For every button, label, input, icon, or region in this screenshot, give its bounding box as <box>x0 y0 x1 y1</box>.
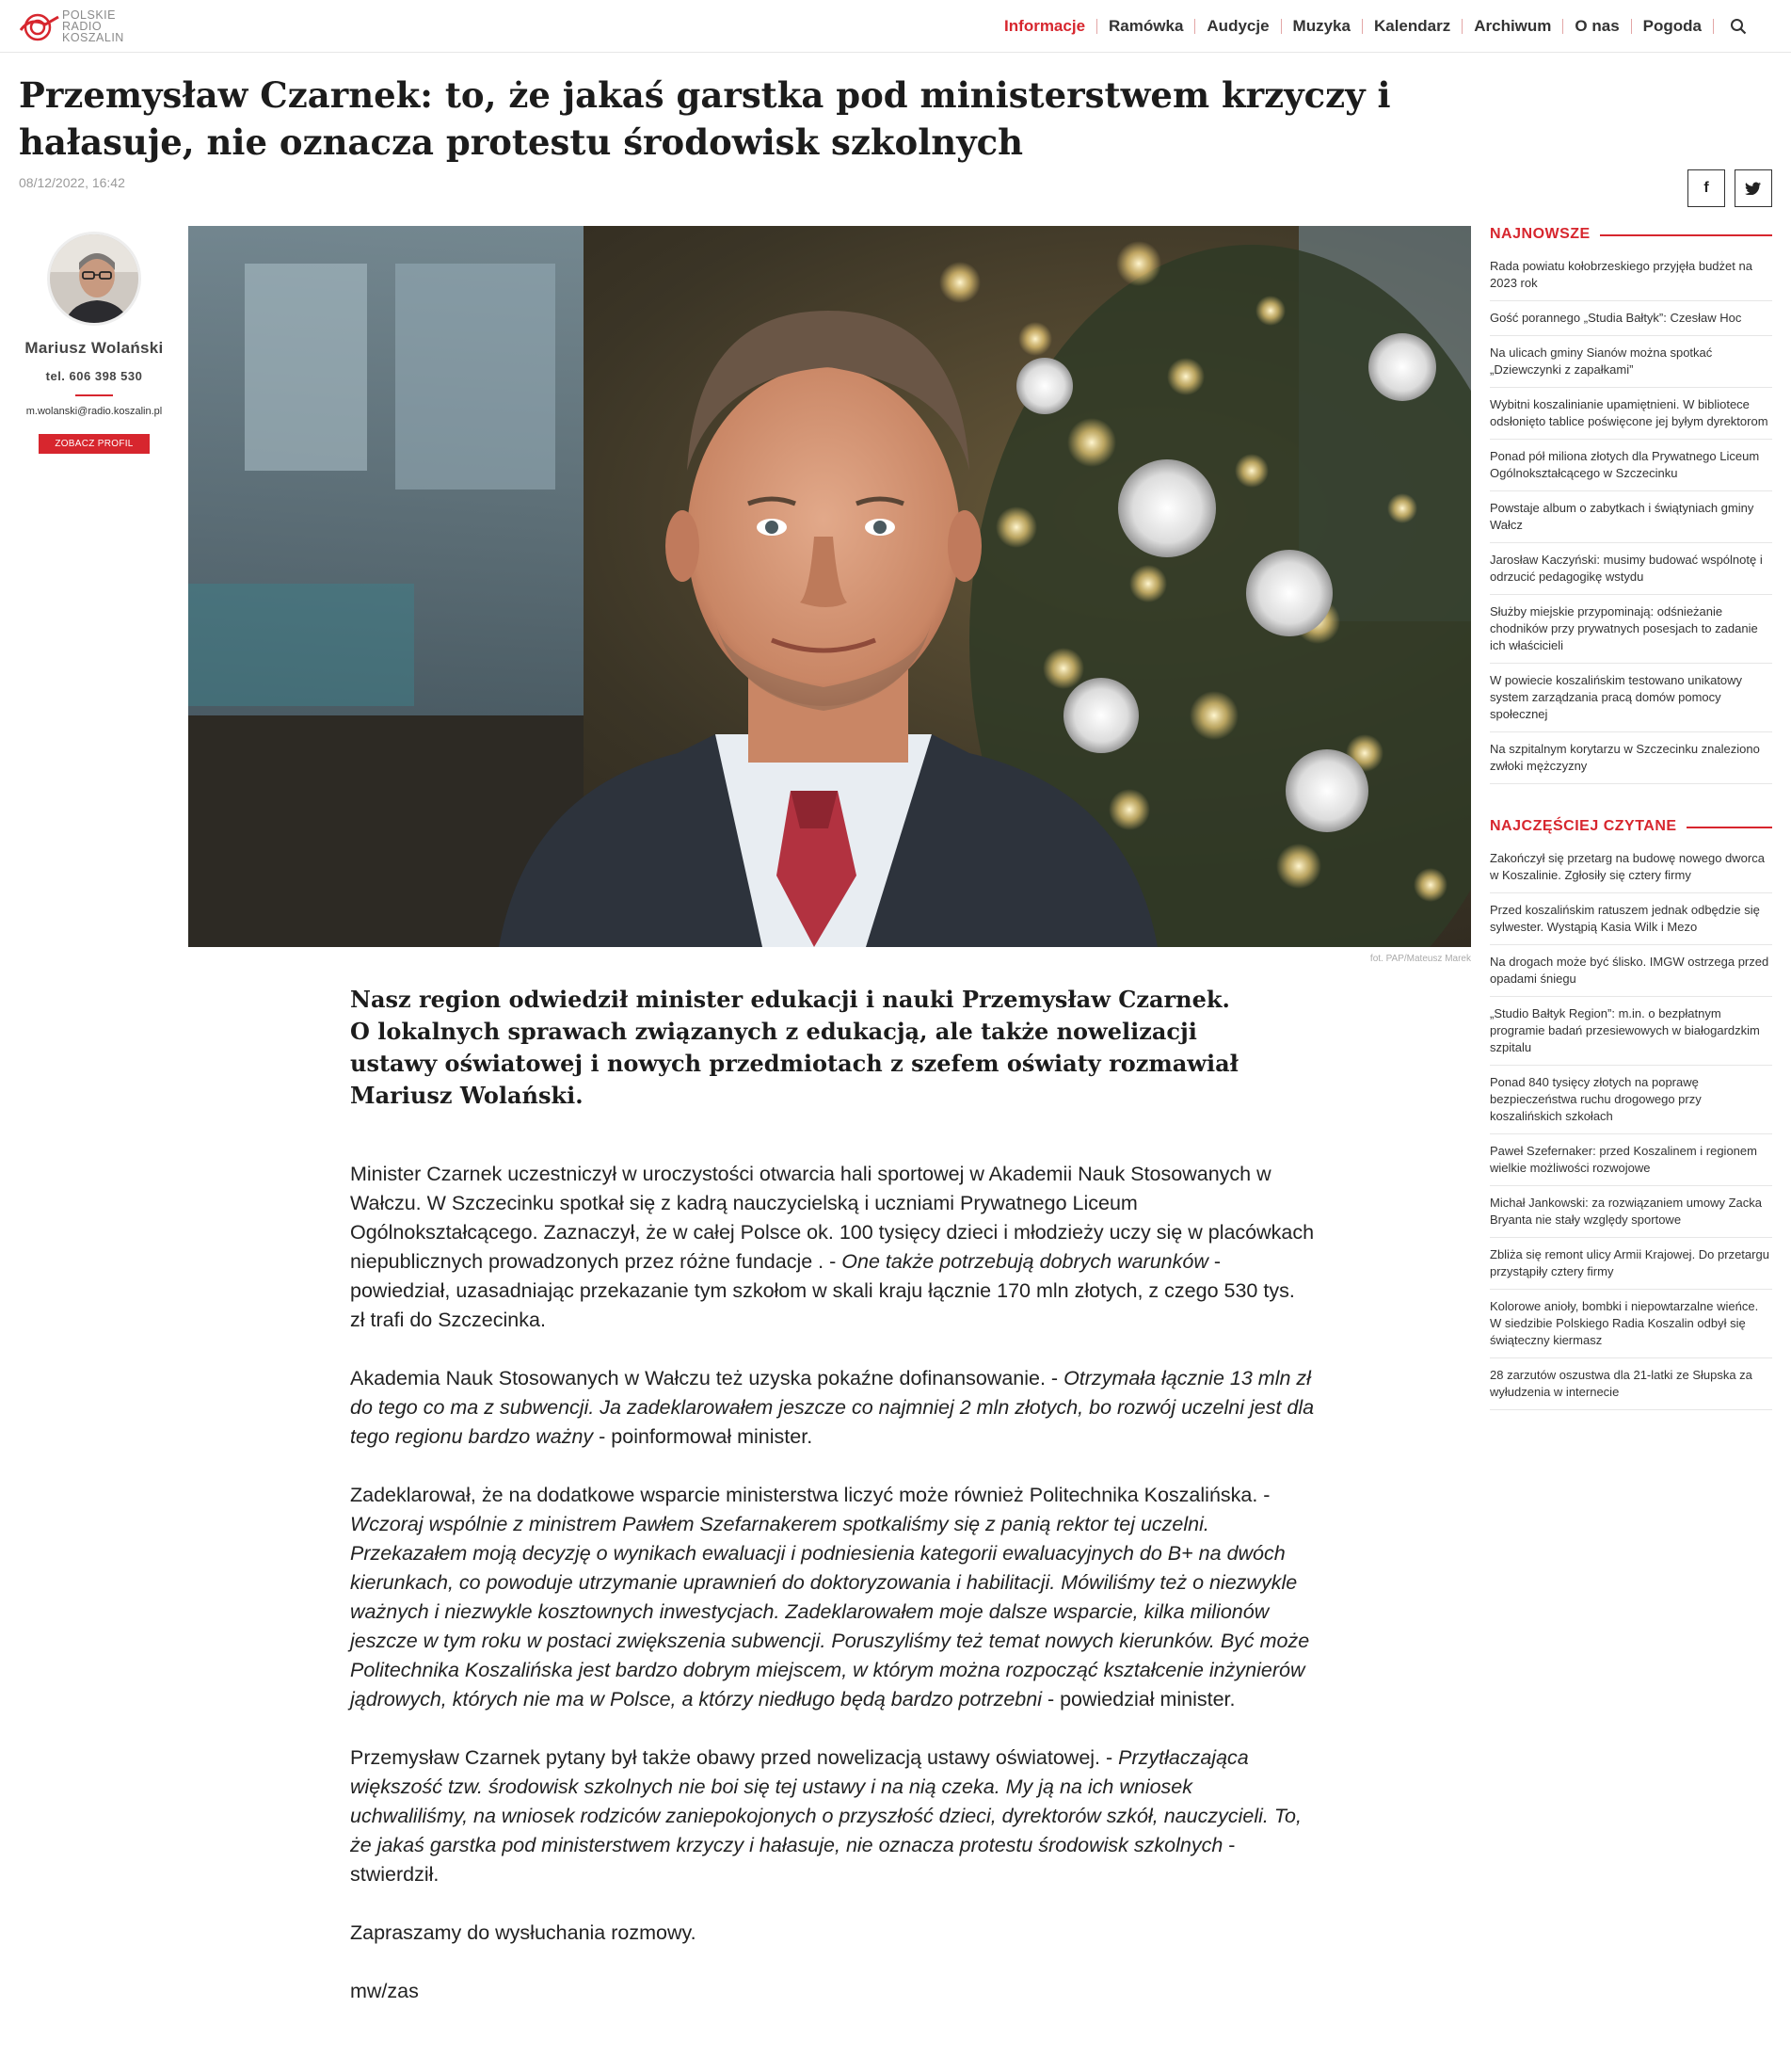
quote-3: Wczoraj wspólnie z ministrem Pawłem Szefarnakerem spotkaliśmy się z panią rektor tej uczelni. Przekazałem moją decyzję o wynikach ewaluacji i podniesienia kategorii ewaluacyjnych do B+ na dwóch kierunkach, co powoduje utrzymanie uprawnień do doktoryzowania i habilitacji. Mówiliśmy też o niezwykle ważnych i niezwykle kosztownych inwestycjach. Zadeklarowałem moje dalsze wsparcie, kilka milionów jeszcze w tym roku w postaci zwiększenia subwencji. Poruszyliśmy też temat nowych kierunków. Być może Politechnika Koszalińska jest bardzo dobrym miejscem, w którym można rozpocząć kształcenie inżynierów jądrowych, których nie ma w Polsce, a którzy niedługo będą bardzo potrzebni <box>350 1513 1310 1711</box>
nav-informacje[interactable]: Informacje <box>993 19 1097 34</box>
list-item[interactable]: W powiecie koszalińskim testowano unikatowy system zarządzania pracą domów pomocy społecznej <box>1490 664 1772 732</box>
facebook-icon: f <box>1703 180 1709 196</box>
nav-audycje[interactable]: Audycje <box>1195 19 1281 34</box>
list-item[interactable]: 28 zarzutów oszustwa dla 21-latki ze Słupska za wyłudzenia w internecie <box>1490 1358 1772 1410</box>
minister-photo <box>188 226 1471 947</box>
author-name[interactable]: Mariusz Wolański <box>24 339 164 357</box>
article-lead: Nasz region odwiedził minister edukacji i nauki Przemysław Czarnek. O lokalnych sprawach związanych z edukacją, ale także nowelizacji ustawy oświatowej i nowych przedmiotach z szefem oświaty rozmawiał Mariusz Wolański. <box>350 986 1239 1109</box>
photo-credit: fot. PAP/Mateusz Marek <box>1369 954 1471 964</box>
author-email[interactable]: m.wolanski@radio.koszalin.pl <box>25 406 163 417</box>
article-date: 08/12/2022, 16:42 <box>19 175 125 190</box>
list-item[interactable]: Ponad 840 tysięcy złotych na poprawę bezpieczeństwa ruchu drogowego przy koszalińskich szkołach <box>1490 1066 1772 1134</box>
share-facebook-button[interactable] <box>1687 169 1725 207</box>
nav-o-nas[interactable]: O nas <box>1563 19 1631 34</box>
author-divider <box>75 394 113 396</box>
share-twitter-button[interactable] <box>1735 169 1772 207</box>
author-photo <box>50 234 141 326</box>
list-item[interactable]: Służby miejskie przypominają: odśnieżanie chodników przy prywatnych posesjach to zadanie ich właścicieli <box>1490 595 1772 664</box>
newest-list <box>1490 256 1772 784</box>
radio-logo-icon <box>17 9 60 43</box>
paragraph-4: Przemysław Czarnek pytany był także obawy przed nowelizacją ustawy oświatowej. - Przytłaczająca większość tzw. środowisk szkolnych nie boi się tej ustawy i na nią czeka. My ją na ich wniosek uchwaliliśmy, na wniosek rodziców zaniepokojonych o przyszłość dzieci, dyrektorów szkół, nauczycieli. To, że jakaś garstka pod ministerstwem krzyczy i hałasuje, nie oznacza protestu środowisk szkolnych - stwierdził. <box>350 1746 1302 1886</box>
list-item[interactable]: „Studio Bałtyk Region”: m.in. o bezpłatnym programie badań przesiewowych w białogardzkim szpitalu <box>1490 997 1772 1066</box>
view-profile-button[interactable]: ZOBACZ PROFIL <box>39 434 149 454</box>
list-item[interactable]: Jarosław Kaczyński: musimy budować wspólnotę i odrzucić pedagogikę wstydu <box>1490 543 1772 595</box>
author-box <box>19 232 169 454</box>
author-avatar[interactable] <box>47 232 141 326</box>
list-item[interactable]: Na drogach może być ślisko. IMGW ostrzega przed opadami śniegu <box>1490 945 1772 997</box>
list-item[interactable]: Ponad pół miliona złotych dla Prywatnego Liceum Ogólnokształcącego w Szczecinku <box>1490 440 1772 491</box>
list-item[interactable]: Zbliża się remont ulicy Armii Krajowej. Do przetargu przystąpiły cztery firmy <box>1490 1238 1772 1290</box>
list-item[interactable]: Wybitni koszalinianie upamiętnieni. W bibliotece odsłonięto tablice poświęcone jej byłym dyrektorom <box>1490 388 1772 440</box>
search-button[interactable] <box>1719 8 1757 45</box>
list-item[interactable]: Powstaje album o zabytkach i świątyniach gminy Wałcz <box>1490 491 1772 543</box>
list-item[interactable]: Gość porannego „Studia Bałtyk”: Czesław Hoc <box>1490 301 1772 336</box>
list-item[interactable]: Rada powiatu kołobrzeskiego przyjęła budżet na 2023 rok <box>1490 256 1772 301</box>
quote-4: Przytłaczająca większość tzw. środowisk szkolnych nie boi się tej ustawy i na nią czeka. My ją na ich wniosek uchwaliliśmy, na wniosek rodziców zaniepokojonych o przyszłość dzieci, dyrektorów szkół, nauczycieli. To, że jakaś garstka pod ministerstwem krzyczy i hałasuje, nie oznacza protestu środowisk szkolnych <box>350 1746 1302 1856</box>
list-item[interactable]: Kolorowe anioły, bombki i niepowtarzalne wieńce. W siedzibie Polskiego Radia Koszalin odbył się świąteczny kiermasz <box>1490 1290 1772 1358</box>
paragraph-5: Zapraszamy do wysłuchania rozmowy. <box>350 1921 696 1944</box>
search-icon <box>1730 18 1747 35</box>
paragraph-1: Minister Czarnek uczestniczył w uroczystości otwarcia hali sportowej w Akademii Nauk Stosowanych w Wałczu. W Szczecinku spotkał się z kadrą nauczycielską i uczniami Prywatnego Liceum Ogólnokształcącego. Zaznaczył, że w całej Polsce ok. 100 tysięcy dzieci i młodzieży uczy się w placówkach niepublicznych prowadzonych przez różne fundacje . - One także potrzebują dobrych warunków - powiedział, uzasadniając przekazanie tym szkołom w skali kraju łącznie 170 mln złotych, z czego 530 tys. zł trafi do Szczecinka. <box>350 1163 1315 1331</box>
list-item[interactable]: Zakończył się przetarg na budowę nowego dworca w Koszalinie. Zgłosiły się cztery firmy <box>1490 848 1772 893</box>
nav-kalendarz[interactable]: Kalendarz <box>1363 19 1463 34</box>
nav-archiwum[interactable]: Archiwum <box>1463 19 1563 34</box>
list-item[interactable]: Na szpitalnym korytarzu w Szczecinku znaleziono zwłoki mężczyzny <box>1490 732 1772 784</box>
site-logo[interactable] <box>17 8 158 45</box>
paragraph-2: Akademia Nauk Stosowanych w Wałczu też uzyska pokaźne dofinansowanie. - Otrzymała łącznie 13 mln zł do tego co ma z subwencji. Ja zadeklarowałem jeszcze co najmniej 2 mln złotych, bo rozwój uczelni jest dla tego regionu bardzo ważny - poinformował minister. <box>350 1367 1315 1448</box>
popular-heading: NAJCZĘŚCIEJ CZYTANE <box>1490 818 1772 835</box>
list-item[interactable]: Na ulicach gminy Sianów można spotkać „Dziewczynki z zapałkami” <box>1490 336 1772 388</box>
list-item[interactable]: Przed koszalińskim ratuszem jednak odbędzie się sylwester. Wystąpią Kasia Wilk i Mezo <box>1490 893 1772 945</box>
twitter-icon <box>1745 182 1762 195</box>
main-nav <box>993 0 1757 53</box>
top-bar <box>0 0 1791 53</box>
popular-list <box>1490 848 1772 1410</box>
quote-1: One także potrzebują dobrych warunków <box>841 1250 1208 1273</box>
nav-pogoda[interactable]: Pogoda <box>1632 19 1714 34</box>
paragraph-signature: mw/zas <box>350 1980 419 2002</box>
article-photo <box>188 226 1471 947</box>
author-phone: tel. 606 398 530 <box>45 369 143 383</box>
paragraph-3: Zadeklarował, że na dodatkowe wsparcie ministerstwa liczyć może również Politechnika Koszalińska. - Wczoraj wspólnie z ministrem Pawłem Szefarnakerem spotkaliśmy się z panią rektor tej uczelni. Przekazałem moją decyzję o wynikach ewaluacji i podniesienia kategorii ewaluacyjnych do B+ na dwóch kierunkach, co powoduje utrzymanie uprawnień do doktoryzowania i habilitacji. Mówiliśmy też o niezwykle ważnych i niezwykle kosztownych inwestycjach. Zadeklarowałem moje dalsze wsparcie, kilka milionów jeszcze w tym roku w postaci zwiększenia subwencji. Poruszyliśmy też temat nowych kierunków. Być może Politechnika Koszalińska jest bardzo dobrym miejscem, w którym można rozpocząć kształcenie inżynierów jądrowych, których nie ma w Polsce, a którzy niedługo będą bardzo potrzebni - powiedział minister. <box>350 1484 1310 1711</box>
nav-ramowka[interactable]: Ramówka <box>1097 19 1195 34</box>
article-body <box>350 1160 1315 2035</box>
newest-heading: NAJNOWSZE <box>1490 226 1772 243</box>
nav-muzyka[interactable]: Muzyka <box>1282 19 1363 34</box>
sidebar <box>1490 226 1772 1410</box>
article-title: Przemysław Czarnek: to, że jakaś garstka pod ministerstwem krzyczy i hałasuje, nie oznacza protestu środowisk szkolnych <box>19 74 1391 163</box>
logo-text: POLSKIE RADIO KOSZALIN <box>62 8 124 44</box>
list-item[interactable]: Paweł Szefernaker: przed Koszalinem i regionem wielkie możliwości rozwojowe <box>1490 1134 1772 1186</box>
quote-2: Otrzymała łącznie 13 mln zł do tego co ma z subwencji. Ja zadeklarowałem jeszcze co najmniej 2 mln złotych, bo rozwój uczelni jest dla tego regionu bardzo ważny <box>350 1367 1315 1448</box>
list-item[interactable]: Michał Jankowski: za rozwiązaniem umowy Zacka Bryanta nie stały względy sportowe <box>1490 1186 1772 1238</box>
